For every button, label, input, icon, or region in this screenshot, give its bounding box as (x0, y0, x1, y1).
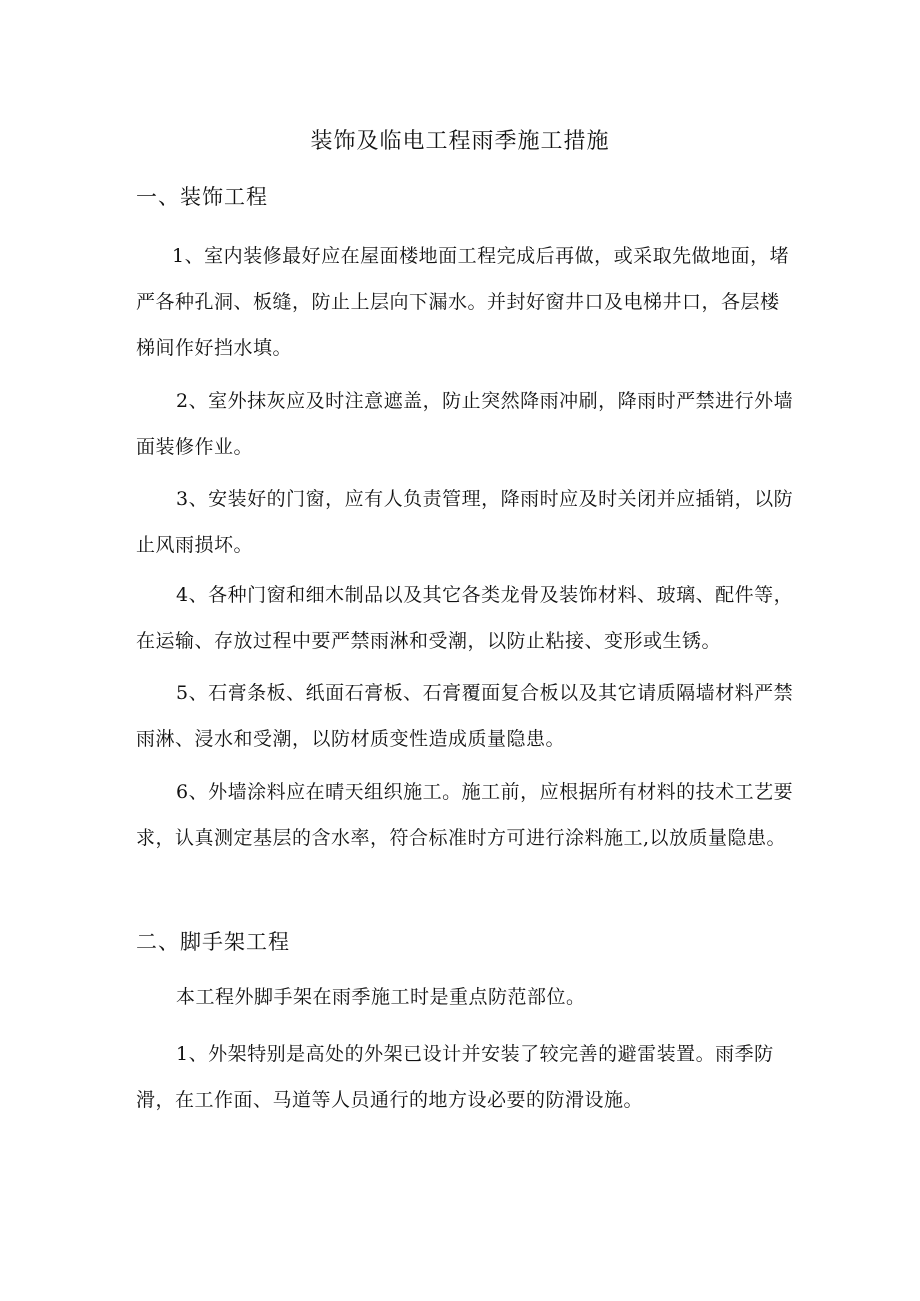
paragraph-decoration-4: 4、各种门窗和细木制品以及其它各类龙骨及装饰材料、玻璃、配件等，在运输、存放过程中要严禁雨淋和受潮，以防止粘接、变形或生锈。 (136, 584, 794, 652)
section-heading-decoration: 一、装饰工程 (136, 185, 268, 209)
paragraph-decoration-2: 2、室外抹灰应及时注意遮盖，防止突然降雨冲刷，降雨时严禁进行外墙面装修作业。 (136, 390, 794, 458)
paragraph-decoration-1: 1、室内装修最好应在屋面楼地面工程完成后再做，或采取先做地面，堵严各种孔洞、板缝，防止上层向下漏水。并封好窗井口及电梯井口，各层楼梯间作好挡水填。 (136, 245, 790, 359)
paragraph-decoration-6: 6、外墙涂料应在晴天组织施工。施工前，应根据所有材料的技术工艺要求，认真测定基层的含水率，符合标准时方可进行涂料施工,以放质量隐患。 (136, 781, 794, 849)
paragraph-scaffolding-intro: 本工程外脚手架在雨季施工时是重点防范部位。 (176, 986, 586, 1008)
paragraph-scaffolding-1: 1、外架特别是高处的外架已设计并安装了较完善的避雷装置。雨季防滑，在工作面、马道等人员通行的地方设必要的防滑设施。 (136, 1043, 774, 1111)
paragraph-decoration-3: 3、安装好的门窗，应有人负责管理，降雨时应及时关闭并应插销，以防止风雨损坏。 (136, 488, 794, 556)
document-title: 装饰及临电工程雨季施工措施 (310, 129, 610, 154)
section-heading-scaffolding: 二、脚手架工程 (136, 930, 290, 954)
paragraph-decoration-5: 5、石膏条板、纸面石膏板、石膏覆面复合板以及其它请质隔墙材料严禁雨淋、浸水和受潮，以防材质变性造成质量隐患。 (136, 682, 794, 750)
